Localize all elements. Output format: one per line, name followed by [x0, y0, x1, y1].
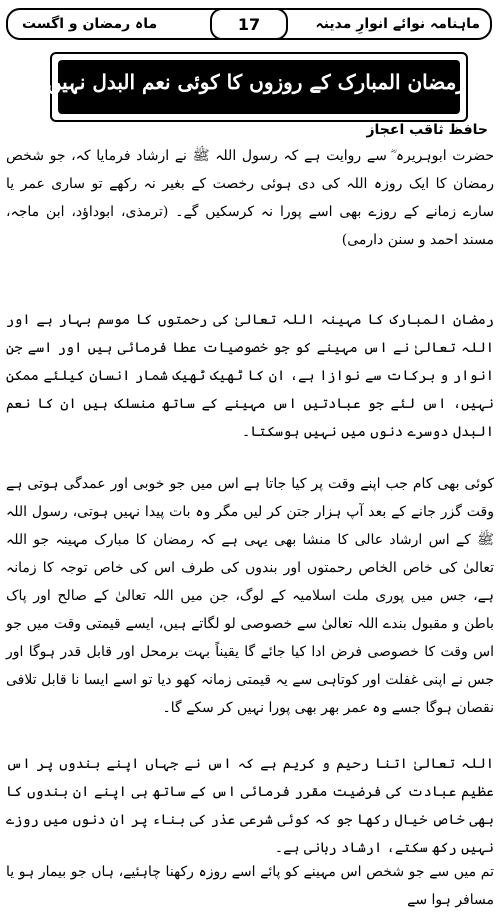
author-name: حافظ ثاقب اعجاز	[366, 122, 488, 138]
paragraph-hadith: حضرت ابوہریرہ ؓ سے روایت ہے کہ رسول اللہ ﷺ نے ارشاد فرمایا کہ، جو شخص رمضان کا ایک روزہ اللہ کی دی ہوئی رخصت کے بغیر نہ رکھے تو ساری عمر یا سارے زمانے کے روزے بھی اسے پورا نہ کرسکیں گے۔ (ترمذی، ابوداؤد، ابن ماجہ، مسند احمد و سنن دارمی)	[6, 148, 494, 248]
issue-label: ماہ رمضان و اگست	[22, 16, 158, 32]
article-title: رمضان المبارک کے روزوں کا کوئی نعم البدل نہیں	[46, 70, 466, 94]
paragraph-quran-verse: تم میں سے جو شخص اس مہینے کو پائے اسے روزہ رکھنا چاہئیے، ہاں جو بیمار ہو یا مسافر ہوا سے	[6, 864, 494, 908]
page-header	[6, 8, 492, 40]
magazine-name: ماہنامہ نوائے انوارِ مدینہ	[315, 16, 480, 32]
paragraph-ramadan-blessings: رمضان المبارک کا مہینہ اللہ تعالیٰ کی رحمتوں کا موسم بہار ہے اور اللہ تعالیٰ نے اس مہینے کو جو خصوصیات عطا فرمائی ہیں اور اسے جن انوار و برکات سے نوازا ہے، ان کا ٹھیک ٹھیک شمار انسان کیلئے ممکن نہیں، اس لئے جو عبادتیں اس مہینے کے ساتھ منسلک ہیں ان کا نعم البدل دوسرے دنوں میں نہیں ہوسکتا۔	[6, 312, 494, 440]
paragraph-divine-mercy: اللہ تعالیٰ اتنا رحیم و کریم ہے کہ اس نے جہاں اپنے بندوں پر اس عظیم عبادت کی فرضیت مقرر فرمائی اس کے ساتھ ہی اپنے ان بندوں کا بھی خاص خیال رکھا جو کہ کوئی شرعی عذر کی بناء پر ان دنوں میں روزے نہیں رکھ سکتے، ارشاد ربانی ہے۔	[6, 756, 494, 856]
paragraph-timely-worship: کوئی بھی کام جب اپنے وقت پر کیا جاتا ہے اس میں جو خوبی اور عمدگی ہوتی ہے وقت گزر جانے کے بعد آپ ہزار جتن کر لیں مگر وہ بات پیدا نہیں ہوتی، رسول اللہ ﷺ کے اس ارشاد عالی کا منشا بھی یہی ہے کہ رمضان کا مبارک مہینہ جو اللہ تعالیٰ کی خاص الخاص رحمتوں اور بندوں کی طرف اس کی خاص توجہ کا زمانہ ہے، جس میں پوری ملت اسلامیہ کے لوگ، جن میں اللہ تعالیٰ کے صالح اور پاک باطن و مقبول بندے اللہ تعالیٰ سے خصوصی لو لگاتے ہیں، ایسے قیمتی وقت میں جو اس وقت کا خصوصی فرض ادا کیا جائے گا یقیناً بہت برمحل اور قابل قدر ہوگا اور جس نے اپنی غفلت اور کوتاہی سے یہ قیمتی زمانہ کھو دیا تو اسے ایسا نا قابل تلافی نقصان ہوگا جسے وہ عمر بھر بھی پورا نہیں کر سکے گا۔	[6, 476, 494, 716]
title-banner	[46, 52, 468, 122]
page-number: 17	[210, 8, 288, 40]
